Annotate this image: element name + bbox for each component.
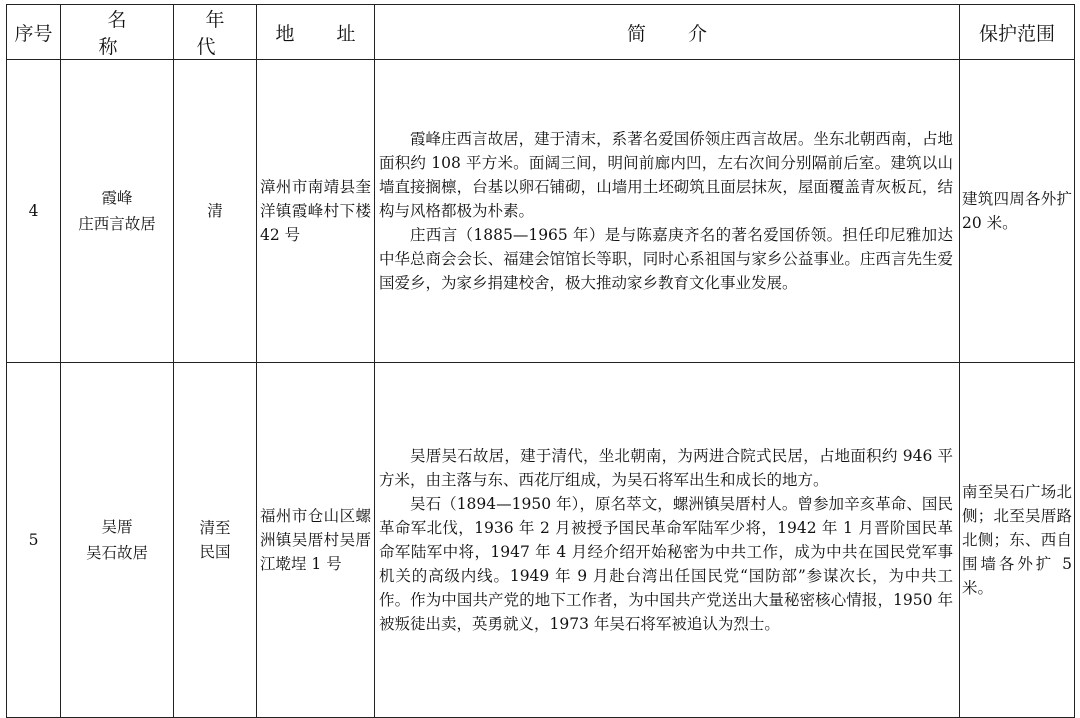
- row-name-line1: 霞峰: [101, 189, 133, 207]
- row-intro: [375, 60, 960, 363]
- row-intro: [375, 363, 960, 718]
- header-scope: 保护范围: [960, 5, 1075, 60]
- header-seq: 序号: [7, 5, 61, 60]
- row-intro-paragraph: 霞峰庄西言故居，建于清末，系著名爱国侨领庄西言故居。坐东北朝西南，占地面积约 108 平方米。面阔三间，明间前廊内凹，左右次间分别隔前后室。建筑以山墙直接搁檩，台基以卵石铺砌，山墙用土坯砌筑且面层抹灰，屋面覆盖青灰板瓦，结构与风格都极为朴素。: [379, 130, 953, 220]
- row-intro-paragraph: 庄西言（1885—1965 年）是与陈嘉庚齐名的著名爱国侨领。担任印尼雅加达中华总商会会长、福建会馆馆长等职，同时心系祖国与家乡公益事业。庄西言先生爱国爱乡，为家乡捐建校舍，极大推动家乡教育文化事业发展。: [379, 226, 953, 292]
- row-era: 清: [174, 60, 257, 363]
- table-row: [7, 60, 1075, 363]
- row-name-line1: 吴厝: [101, 518, 133, 536]
- row-address: 漳州市南靖县奎洋镇霞峰村下楼 42 号: [257, 60, 375, 363]
- table-row: [7, 363, 1075, 718]
- row-scope: 建筑四周各外扩 20 米。: [960, 60, 1075, 363]
- row-era: 清至民国: [174, 363, 257, 718]
- heritage-table: [6, 4, 1075, 718]
- header-era: 年 代: [174, 5, 257, 60]
- header-intro: 简 介: [375, 5, 960, 60]
- row-name: [61, 363, 174, 718]
- row-name-line2: 庄西言故居: [78, 215, 156, 233]
- header-address: 地 址: [257, 5, 375, 60]
- row-intro-paragraph: 吴石（1894—1950 年），原名萃文，螺洲镇吴厝村人。曾参加辛亥革命、国民革命军北伐，1936 年 2 月被授予国民革命军陆军少将，1942 年 1 月晋阶国民革命军陆军中将，1947 年 4 月经介绍开始秘密为中共工作，成为中共在国民党军事机关的高级内线。1949 年 9 月赴台湾出任国民党“国防部”参谋次长，为中共工作。作为中国共产党的地下工作者，为中国共产党送出大量秘密核心情报，1950 年被叛徒出卖，英勇就义，1973 年吴石将军被追认为烈士。: [379, 495, 953, 633]
- row-seq: 5: [7, 363, 61, 718]
- row-intro-paragraph: 吴厝吴石故居，建于清代，坐北朝南，为两进合院式民居，占地面积约 946 平方米，由主落与东、西花厅组成，为吴石将军出生和成长的地方。: [379, 447, 953, 489]
- header-row: [7, 5, 1075, 60]
- row-seq: 4: [7, 60, 61, 363]
- row-name: [61, 60, 174, 363]
- row-name-line2: 吴石故居: [85, 544, 148, 562]
- header-name: 名 称: [61, 5, 174, 60]
- row-address: 福州市仓山区螺洲镇吴厝村吴厝江墘埕 1 号: [257, 363, 375, 718]
- row-scope: 南至吴石广场北侧；北至吴厝路北侧；东、西自围墙各外扩 5 米。: [960, 363, 1075, 718]
